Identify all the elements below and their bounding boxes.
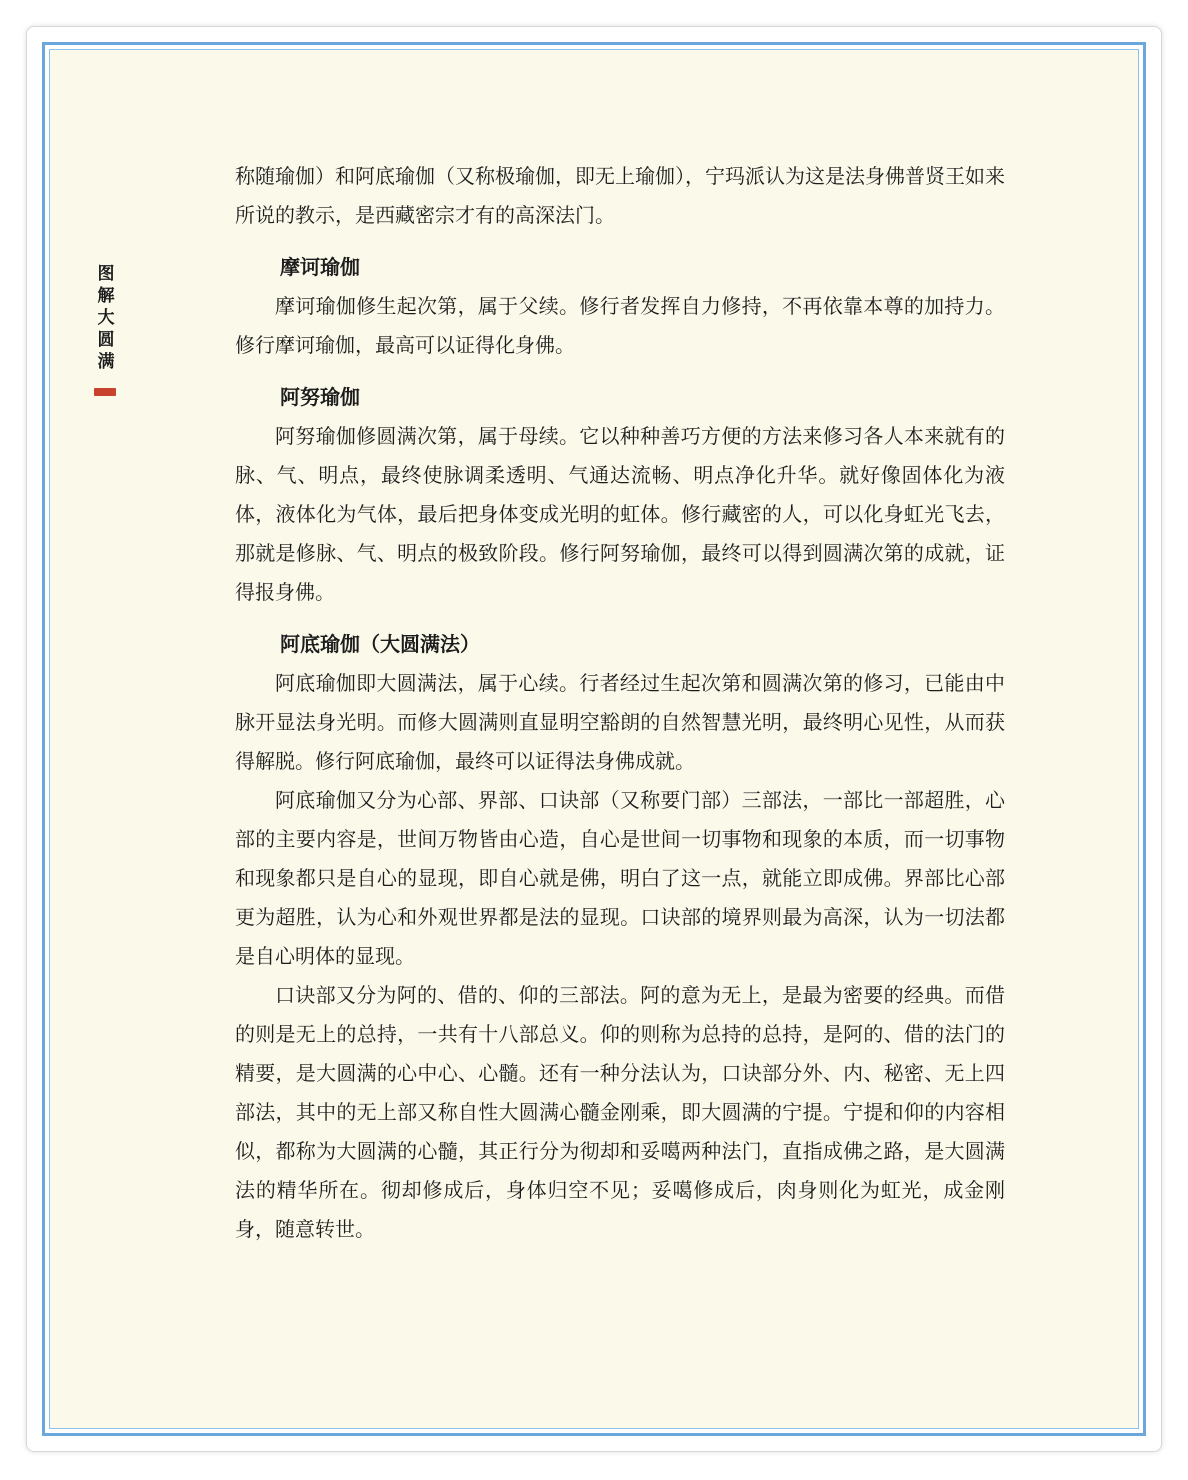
- red-seal-icon: [94, 388, 116, 396]
- paragraph-anu-yoga: 阿努瑜伽修圆满次第，属于母续。它以种种善巧方便的方法来修习各人本来就有的脉、气、明点，最终使脉调柔透明、气通达流畅、明点净化升华。就好像固体化为液体，液体化为气体，最后把身体变成光明的虹体。修行藏密的人，可以化身虹光飞去，那就是修脉、气、明点的极致阶段。修行阿努瑜伽，最终可以得到圆满次第的成就，证得报身佛。: [235, 424, 1005, 604]
- opening-paragraph: 称随瑜伽）和阿底瑜伽（又称极瑜伽，即无上瑜伽），宁玛派认为这是法身佛普贤王如来所说的教示，是西藏密宗才有的高深法门。: [235, 164, 1005, 227]
- paragraph-ati-yoga-3: 口诀部又分为阿的、借的、仰的三部法。阿的意为无上，是最为密要的经典。而借的则是无上的总持，一共有十八部总义。仰的则称为总持的总持，是阿的、借的法门的精要，是大圆满的心中心、心髓。还有一种分法认为，口诀部分外、内、秘密、无上四部法，其中的无上部又称自性大圆满心髓金刚乘，即大圆满的宁提。宁提和仰的内容相似，都称为大圆满的心髓，其正行分为彻却和妥噶两种法门，直指成佛之路，是大圆满法的精华所在。彻却修成后，身体归空不见；妥噶修成后，肉身则化为虹光，成金刚身，随意转世。: [235, 983, 1005, 1241]
- paragraph-maha-yoga: 摩诃瑜伽修生起次第，属于父续。修行者发挥自力修持，不再依靠本尊的加持力。修行摩诃瑜伽，最高可以证得化身佛。: [235, 294, 1005, 357]
- heading-anu-yoga: 阿努瑜伽: [280, 385, 360, 409]
- paragraph-ati-yoga-2: 阿底瑜伽又分为心部、界部、口诀部（又称要门部）三部法，一部比一部超胜，心部的主要内容是，世间万物皆由心造，自心是世间一切事物和现象的本质，而一切事物和现象都只是自心的显现，即自心就是佛，明白了这一点，就能立即成佛。界部比心部更为超胜，认为心和外观世界都是法的显现。口诀部的境界则最为高深，认为一切法都是自心明体的显现。: [235, 788, 1005, 968]
- side-book-title: 图解大圆满: [97, 264, 115, 372]
- heading-maha-yoga: 摩诃瑜伽: [280, 255, 360, 279]
- heading-ati-yoga: 阿底瑜伽（大圆满法）: [280, 632, 480, 656]
- page-content: [235, 157, 1005, 1249]
- paragraph-ati-yoga-1: 阿底瑜伽即大圆满法，属于心续。行者经过生起次第和圆满次第的修习，已能由中脉开显法身光明。而修大圆满则直显明空豁朗的自然智慧光明，最终明心见性，从而获得解脱。修行阿底瑜伽，最终可以证得法身佛成就。: [235, 671, 1005, 773]
